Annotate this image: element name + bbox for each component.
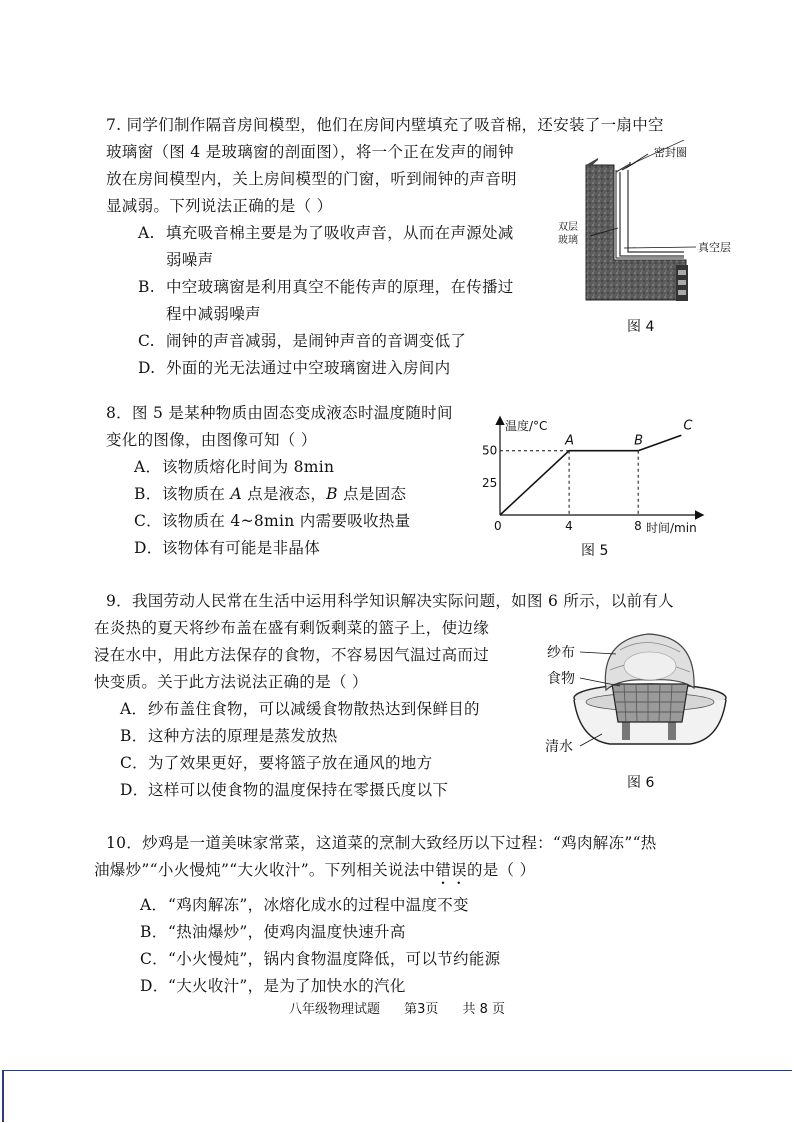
q7-option-a[interactable]: A. 填充吸音棉主要是为了吸收声音，从而在声源处减: [138, 224, 514, 242]
q9-option-a[interactable]: A．纱布盖住食物，可以减缓食物散热达到保鲜目的: [120, 700, 480, 718]
footer-page: 第3页: [404, 1002, 439, 1017]
q10-option-d[interactable]: D．“大火收汁”，是为了加快水的汽化: [140, 977, 406, 995]
q9-stem-line1: 9．我国劳动人民常在生活中运用科学知识解决实际问题，如图 6 所示，以前有人: [106, 592, 674, 610]
chart-marks: [482, 418, 693, 533]
emphasis-wrong: 错误: [435, 861, 467, 879]
q8-option-d[interactable]: D．该物体有可能是非晶体: [134, 539, 321, 557]
q8-option-a[interactable]: A．该物质熔化时间为 8min: [134, 458, 335, 476]
vacuum-leader: [624, 247, 696, 248]
q10-stem-line2: 油爆炒”“小火慢炖”“大火收汁”。下列相关说法中错误的是（ ）: [94, 861, 536, 879]
q7-option-b-cont: 程中减弱噪声: [166, 305, 261, 323]
figure-6-caption: 图 6: [627, 775, 655, 791]
q9-stem-line4: 快变质。关于此方法说法正确的是（ ）: [94, 673, 368, 691]
window-section-drawing: [556, 140, 746, 340]
y-axis-label: 温度/°C: [505, 419, 548, 433]
page-footer: [0, 998, 794, 1017]
glass-pane-inner: [622, 162, 684, 252]
scan-border: [2, 1070, 792, 1122]
q7-stem-line2: 玻璃窗（图 4 是玻璃窗的剖面图），将一个正在发声的闹钟: [106, 143, 514, 161]
q10-option-a[interactable]: A．“鸡肉解冻”，冰熔化成水的过程中温度不变: [140, 896, 469, 914]
q9-option-c[interactable]: C．为了效果更好，要将篮子放在通风的地方: [120, 754, 433, 772]
q10-option-c[interactable]: C．“小火慢炖”，锅内食物温度降低，可以节约能源: [140, 950, 501, 968]
label-food: 食物: [547, 671, 575, 687]
q8-stem-line1: 8．图 5 是某种物质由固态变成液态时温度随时间: [106, 404, 453, 422]
q7-option-c[interactable]: C. 闹钟的声音减弱，是闹钟声音的音调变低了: [138, 332, 467, 350]
q9-option-b[interactable]: B．这种方法的原理是蒸发放热: [120, 727, 338, 745]
glass-pane-outer: [616, 162, 684, 256]
label-double-2: 玻璃: [558, 235, 578, 246]
q7-stem-line4: 显减弱。下列说法正确的是（ ）: [106, 197, 333, 215]
footer-subject: 八年级物理试题: [288, 1002, 380, 1017]
q10-option-b[interactable]: B．“热油爆炒”，使鸡肉温度快速升高: [140, 923, 406, 941]
figure-5-caption: 图 5: [581, 543, 609, 559]
q8-option-b[interactable]: B．该物质在 A 点是液态，B 点是固态: [134, 485, 407, 503]
origin-tick: 0: [494, 519, 502, 533]
point-label-B: B: [634, 433, 644, 449]
point-label-C: C: [683, 418, 693, 434]
q7-option-d[interactable]: D. 外面的光无法通过中空玻璃窗进入房间内: [138, 359, 451, 377]
q9-option-d[interactable]: D．这样可以使食物的温度保持在零摄氏度以下: [120, 781, 449, 799]
y-tick-25: 25: [482, 475, 498, 490]
footer-total: 共 8 页: [462, 1002, 506, 1017]
curve-segment-1: [500, 451, 569, 515]
q8-stem-line2: 变化的图像，由图像可知（ ）: [106, 431, 317, 449]
label-vacuum: 真空层: [698, 241, 731, 254]
figure-4-window-section: [556, 140, 746, 340]
q7-stem-line1: 7. 同学们制作隔音房间模型，他们在房间内壁填充了吸音棉，还安装了一扇中空: [106, 116, 664, 134]
q8-option-c[interactable]: C．该物质在 4~8min 内需要吸收热量: [134, 512, 411, 530]
figure-5-chart: [470, 410, 720, 540]
label-water: 清水: [545, 739, 573, 755]
question-10: [94, 830, 726, 1000]
x-tick-4: 4: [565, 519, 573, 533]
label-double-1: 双层: [558, 222, 578, 233]
seal-leader: [626, 154, 648, 168]
point-label-A: A: [565, 433, 574, 449]
label-gauze: 纱布: [547, 645, 575, 661]
q7-option-b[interactable]: B. 中空玻璃窗是利用真空不能传声的原理，在传播过: [138, 278, 514, 296]
y-tick-50: 50: [482, 443, 498, 458]
q10-stem-line1: 10．炒鸡是一道美味家常菜，这道菜的烹制大致经历以下过程：“鸡肉解冻”“热: [106, 834, 657, 852]
q9-stem-line3: 浸在水中，用此方法保存的食物，不容易因气温过高而过: [94, 646, 490, 664]
label-seal: 密封圈: [654, 146, 687, 159]
melting-curve-svg: [470, 410, 720, 540]
basket: [612, 684, 688, 722]
figure-4-caption: 图 4: [627, 319, 655, 335]
x-axis-label: 时间/min: [646, 521, 697, 535]
question-8: [106, 400, 486, 562]
q7-stem-line3: 放在房间模型内，关上房间模型的门窗，听到闹钟的声音明: [106, 170, 517, 188]
curve-segment-3: [638, 435, 681, 450]
q7-option-a-cont: 弱噪声: [166, 251, 214, 269]
q9-stem-line2: 在炎热的夏天将纱布盖在盛有剩饭剩菜的篮子上，使边缘: [94, 619, 490, 637]
x-tick-8: 8: [634, 519, 642, 533]
